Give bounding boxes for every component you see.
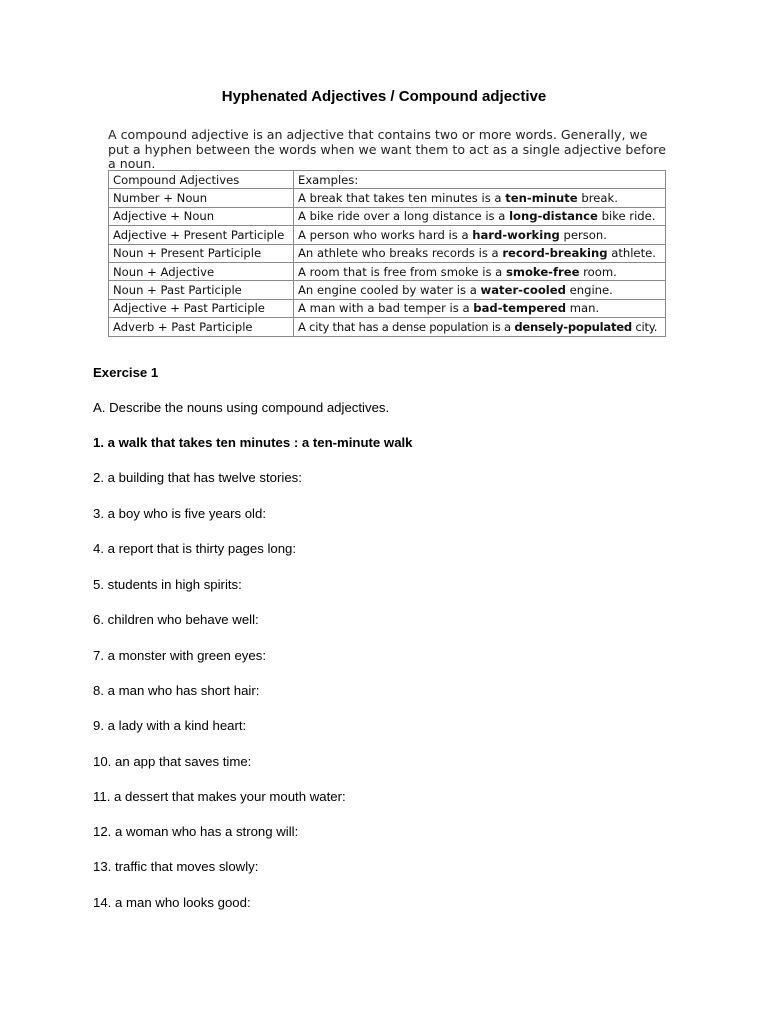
table-cell-type: Adverb + Past Participle bbox=[109, 318, 294, 336]
exercise-instruction: A. Describe the nouns using compound adjectives. bbox=[93, 400, 390, 415]
example-text: A room that is free from smoke is a bbox=[298, 264, 506, 279]
table-cell-example bbox=[294, 299, 666, 317]
example-term: smoke-free bbox=[505, 264, 580, 279]
table-row bbox=[109, 281, 666, 299]
table-cell-type: Adjective + Present Participle bbox=[109, 226, 294, 244]
exercise-heading: Exercise 1 bbox=[93, 365, 159, 380]
exercise-item: 6. children who behave well: bbox=[93, 612, 259, 627]
table-cell-example bbox=[294, 207, 666, 225]
example-text: engine. bbox=[565, 283, 613, 298]
exercise-item: 13. traffic that moves slowly: bbox=[93, 859, 259, 874]
compound-adjectives-table bbox=[108, 170, 666, 337]
exercise-item: 12. a woman who has a strong will: bbox=[93, 824, 299, 839]
example-text: bike ride. bbox=[597, 209, 656, 224]
example-term: water-cooled bbox=[480, 283, 566, 298]
table-cell-type: Noun + Present Participle bbox=[109, 244, 294, 262]
exercise-item: 5. students in high spirits: bbox=[93, 577, 242, 592]
example-text: An athlete who breaks records is a bbox=[298, 246, 503, 261]
example-term: record-breaking bbox=[502, 246, 608, 261]
table-cell-type: Noun + Adjective bbox=[109, 262, 294, 280]
table-header-row bbox=[109, 171, 666, 189]
table-cell-type: Adjective + Past Participle bbox=[109, 299, 294, 317]
example-term: hard-working bbox=[472, 227, 560, 242]
example-term: densely-populated bbox=[514, 319, 632, 334]
table-cell-example bbox=[294, 262, 666, 280]
table-row bbox=[109, 226, 666, 244]
table-row bbox=[109, 318, 666, 336]
example-text: city. bbox=[631, 319, 658, 334]
exercise-item: 1. a walk that takes ten minutes : a ten-minute walk bbox=[93, 435, 413, 450]
table-row bbox=[109, 189, 666, 207]
table-header-cell: Examples: bbox=[294, 171, 666, 189]
example-text: man. bbox=[566, 301, 600, 316]
exercise-item: 14. a man who looks good: bbox=[93, 895, 251, 910]
exercise-item: 2. a building that has twelve stories: bbox=[93, 470, 302, 485]
example-text: An engine cooled by water is a bbox=[298, 283, 481, 298]
exercise-item: 9. a lady with a kind heart: bbox=[93, 718, 247, 733]
exercise-item: 11. a dessert that makes your mouth water: bbox=[93, 789, 346, 804]
example-text: A city that has a dense population is a bbox=[298, 319, 515, 334]
table-cell-type: Noun + Past Participle bbox=[109, 281, 294, 299]
exercise-item: 4. a report that is thirty pages long: bbox=[93, 541, 297, 556]
table-cell-type: Adjective + Noun bbox=[109, 207, 294, 225]
example-text: person. bbox=[559, 227, 607, 242]
table-cell-example bbox=[294, 318, 666, 336]
exercise-item: 3. a boy who is five years old: bbox=[93, 506, 266, 521]
table-cell-example bbox=[294, 189, 666, 207]
example-term: bad-tempered bbox=[473, 301, 567, 316]
example-term: ten-minute bbox=[505, 191, 578, 206]
example-text: break. bbox=[577, 191, 618, 206]
table-row bbox=[109, 244, 666, 262]
table-row bbox=[109, 207, 666, 225]
table-row bbox=[109, 262, 666, 280]
example-text: athlete. bbox=[607, 246, 656, 261]
example-text: A bike ride over a long distance is a bbox=[298, 209, 510, 224]
table-cell-example bbox=[294, 226, 666, 244]
page-title: Hyphenated Adjectives / Compound adjective bbox=[221, 88, 547, 105]
table-cell-example bbox=[294, 244, 666, 262]
table-header-cell: Compound Adjectives bbox=[109, 171, 294, 189]
exercise-item: 7. a monster with green eyes: bbox=[93, 648, 266, 663]
example-text: A man with a bad temper is a bbox=[298, 301, 474, 316]
example-text: room. bbox=[579, 264, 617, 279]
exercise-item: 8. a man who has short hair: bbox=[93, 683, 260, 698]
exercise-item: 10. an app that saves time: bbox=[93, 754, 252, 769]
table-row bbox=[109, 299, 666, 317]
table-cell-type: Number + Noun bbox=[109, 189, 294, 207]
intro-paragraph: A compound adjective is an adjective that contains two or more words. Generally, we put a hyphen between the words when we want them to act as a single adjective before a noun. bbox=[108, 127, 666, 171]
example-text: A break that takes ten minutes is a bbox=[298, 191, 506, 206]
table-cell-example bbox=[294, 281, 666, 299]
example-term: long-distance bbox=[509, 209, 598, 224]
example-text: A person who works hard is a bbox=[298, 227, 473, 242]
